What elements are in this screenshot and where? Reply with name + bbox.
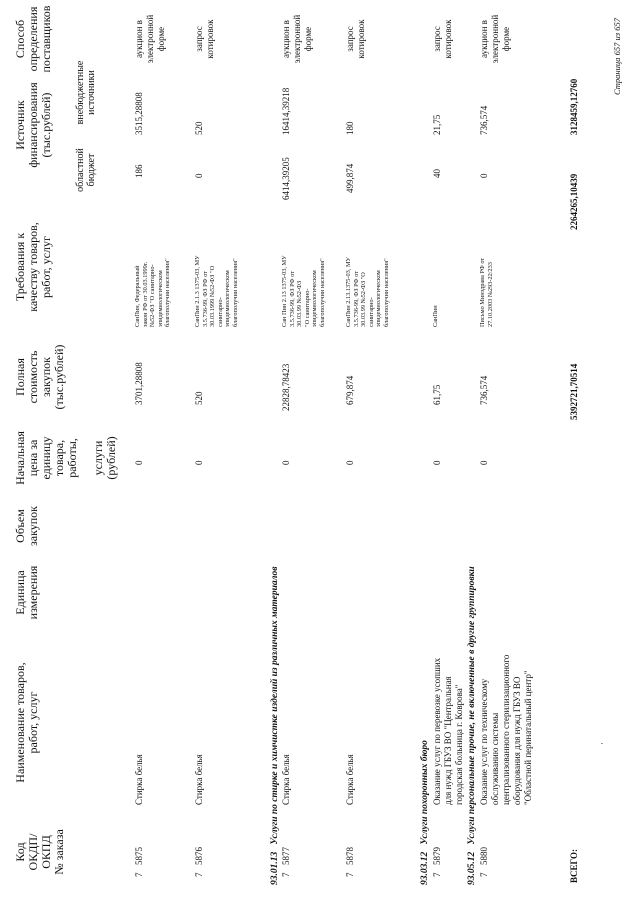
header-unit: Единица измерения <box>13 565 40 620</box>
header-method: Способ определения поставщиков <box>13 5 53 73</box>
method: запрос котировок <box>194 19 215 59</box>
header-requirements: Требования к качеству товаров, работ, услуг <box>13 222 53 312</box>
source-regional: 6414,39205 <box>281 157 291 200</box>
group-title: Услуги похоронных бюро <box>420 740 430 845</box>
method: запрос котировок <box>345 19 366 59</box>
full-cost: 736,574 <box>479 375 489 405</box>
item-name: Оказание услуг по техническому обслуживанию системы централизованного стерилизационного оборудования для нужд ГБУЗ ВО "Областной перинатальный центр" <box>479 654 533 805</box>
total-label: ВСЕГО: <box>569 848 579 883</box>
header-source: Источник финансирования (тыс.рублей) <box>13 82 53 168</box>
full-cost: 61,75 <box>432 384 442 405</box>
source-extra: 3515,28808 <box>134 92 144 135</box>
header-source-extra: внебюджетные источники <box>75 60 97 125</box>
total-full-cost: 5392721,70514 <box>569 363 579 420</box>
group-code: 93.05.12 <box>467 851 477 885</box>
group-heading <box>467 566 478 885</box>
header-start-price: Начальная цена за единицу товара, работы, услуги (рублей) <box>13 431 118 485</box>
item-name: Стирка белья <box>134 754 144 805</box>
page-footer: Страница 657 из 657 <box>612 18 622 95</box>
full-cost: 679,874 <box>345 375 355 405</box>
source-regional: 40 <box>432 169 442 178</box>
row-number: 7 <box>345 872 355 877</box>
full-cost: 22828,78423 <box>281 363 291 411</box>
group-title: Услуги персональные прочие, не включенные в другие группировки <box>467 566 477 845</box>
item-name: Оказание услуг по перевозке усопших для нужд ГБУЗ ВО "Центральная городская больница г. Коврова" <box>432 657 464 805</box>
full-cost: 3701,28808 <box>134 362 144 405</box>
order-number: 5875 <box>134 847 144 865</box>
source-regional: 186 <box>134 164 144 178</box>
order-number: 5876 <box>194 847 204 865</box>
row-number: 7 <box>134 872 144 877</box>
full-cost: 520 <box>194 391 204 405</box>
requirements: СанПин <box>432 305 439 327</box>
requirements: Сан Пин 2.13 1375-03, МУ 3.5.736-99, ФЗ РФ от 30.03.99 №52-ФЗ "О санитарно- эпидемиологическом благополучии населения" <box>281 255 326 327</box>
group-title: Услуги по стирке и химчистке изделий из различных материалов <box>270 566 280 845</box>
header-name: Наименование товаров, работ, услуг <box>13 662 40 783</box>
source-extra: 520 <box>194 121 204 135</box>
row-number: 7 <box>479 872 489 877</box>
total-extra: 3128459,12760 <box>569 78 579 135</box>
item-name: Стирка белья <box>281 754 291 805</box>
group-heading <box>420 740 431 885</box>
group-code: 93.03.12 <box>420 851 430 885</box>
row-number: 7 <box>281 872 291 877</box>
source-regional: 499,874 <box>345 163 355 193</box>
group-code: 93.01.13 <box>270 851 280 885</box>
source-extra: 180 <box>345 121 355 135</box>
source-extra: 736,574 <box>479 105 489 135</box>
source-extra: 16414,39218 <box>281 87 291 135</box>
order-number: 5880 <box>479 847 489 865</box>
requirements: СанПин, Федеральный закон РФ от 30.03.1999г. №52-ФЗ "О санитарно- эпидемиологическом благополучии населения" <box>134 258 172 327</box>
header-volume: Объем закупок <box>13 506 40 546</box>
order-number: 5877 <box>281 847 291 865</box>
row-number: 7 <box>432 872 442 877</box>
requirements: СанПин 2.13.1375-03, МУ 3.5.736-99, ФЗ РФ от 30.03.99 №52-ФЗ "О санитарно- эпидемиологическом благополучии населения" <box>345 256 390 327</box>
start-price: 0 <box>281 460 291 465</box>
method: аукцион в электронной форме <box>479 14 511 64</box>
group-heading <box>270 567 281 886</box>
total-regional: 2264265,10439 <box>569 173 579 230</box>
start-price: 0 <box>479 460 489 465</box>
start-price: 0 <box>345 460 355 465</box>
source-regional: 0 <box>479 173 489 178</box>
dot-mark: · <box>597 742 607 745</box>
method: аукцион в электронной форме <box>281 14 313 64</box>
header-source-regional: областной бюджет <box>75 148 97 192</box>
method: запрос котировок <box>432 19 453 59</box>
start-price: 0 <box>194 460 204 465</box>
start-price: 0 <box>432 460 442 465</box>
item-name: Стирка белья <box>345 754 355 805</box>
order-number: 5878 <box>345 847 355 865</box>
header-code: Код ОКДП/ ОКПД № заказа <box>13 829 66 875</box>
source-regional: 0 <box>194 173 204 178</box>
source-extra: 21,75 <box>432 114 442 135</box>
requirements: Письмо Минздрава РФ от 27.10.2003 №293-22/233 <box>479 257 494 327</box>
requirements: СанПин 2.1.3 1375-03, МУ 3.5.736-99, ФЗ РФ от 30.03.1999 №52-ФЗ "О санитарно- эпидемиологическом благополучии населения" <box>194 255 239 327</box>
header-full-cost: Полная стоимость закупок (тыс.рублей) <box>13 344 66 410</box>
order-number: 5879 <box>432 847 442 865</box>
row-number: 7 <box>194 872 204 877</box>
method: аукцион в электронной форме <box>134 14 166 64</box>
item-name: Стирка белья <box>194 754 204 805</box>
start-price: 0 <box>134 460 144 465</box>
